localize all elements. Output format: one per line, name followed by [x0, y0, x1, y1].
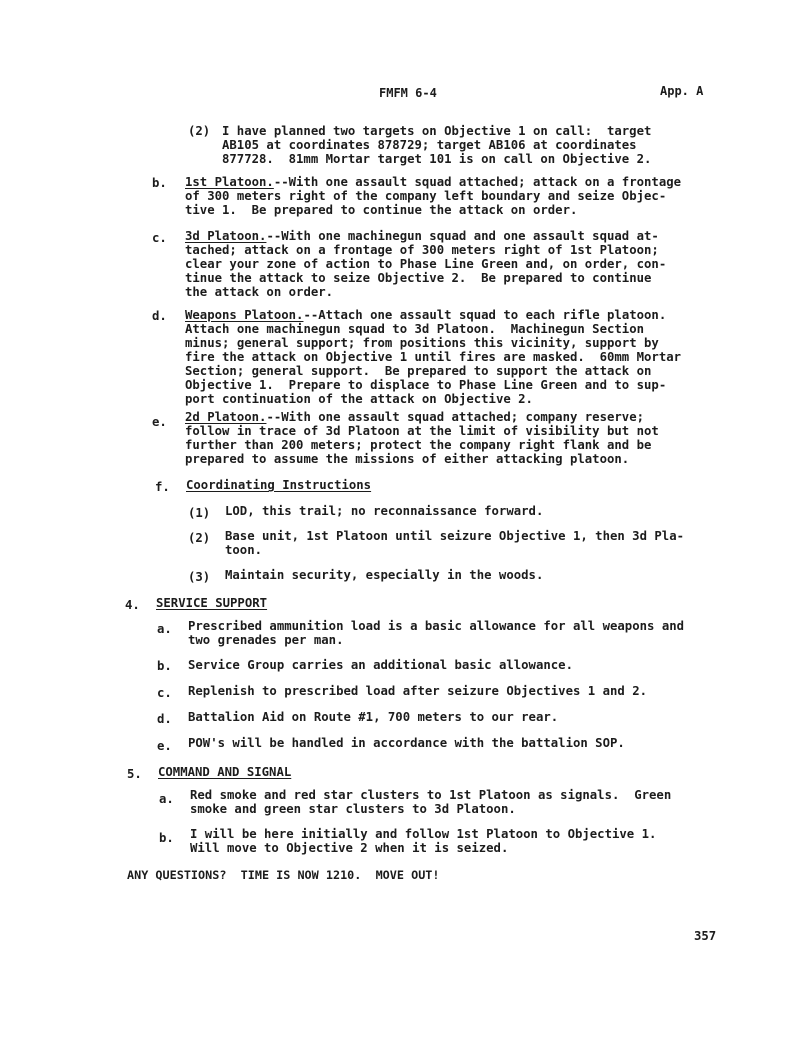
- paragraph-title: Coordinating Instructions: [186, 478, 372, 492]
- text-line: Battalion Aid on Route #1, 700 meters to our rear.: [188, 710, 559, 724]
- paragraph-label: a.: [157, 622, 172, 636]
- paragraph-title: Weapons Platoon.: [185, 308, 304, 322]
- paragraph-label: e.: [152, 415, 167, 429]
- section-title: SERVICE SUPPORT: [156, 596, 268, 610]
- text-line: tached; attack on a frontage of 300 meters right of 1st Platoon;: [185, 243, 659, 257]
- text-line: of 300 meters right of the company left boundary and seize Objec-: [185, 189, 667, 203]
- text-line: I will be here initially and follow 1st Platoon to Objective 1.: [190, 827, 657, 841]
- paragraph-label: b.: [157, 659, 172, 673]
- item-label: (2): [188, 124, 211, 138]
- paragraph-first-line: [185, 308, 666, 322]
- text-run: --Attach one assault squad to each rifle platoon.: [303, 308, 667, 322]
- text-line: follow in trace of 3d Platoon at the limit of visibility but not: [185, 424, 659, 438]
- text-line: Replenish to prescribed load after seizure Objectives 1 and 2.: [188, 684, 648, 698]
- text-line: AB105 at coordinates 878729; target AB106 at coordinates: [222, 138, 637, 152]
- paragraph-label: c.: [157, 686, 172, 700]
- text-line: Attach one machinegun squad to 3d Platoon. Machinegun Section: [185, 322, 645, 336]
- paragraph-title: 2d Platoon.: [185, 410, 267, 424]
- text-run: --With one machinegun squad and one assault squad at-: [266, 229, 659, 243]
- text-run: --With one assault squad attached; attack on a frontage: [273, 175, 682, 189]
- item-label: (2): [188, 531, 211, 545]
- item-label: (1): [188, 506, 211, 520]
- text-line: Will move to Objective 2 when it is seized.: [190, 841, 509, 855]
- paragraph-label: e.: [157, 739, 172, 753]
- appendix-label: App. A: [660, 84, 704, 98]
- text-run: --With one assault squad attached; company reserve;: [266, 410, 645, 424]
- page-number: 357: [694, 929, 717, 943]
- text-line: clear your zone of action to Phase Line Green and, on order, con-: [185, 257, 667, 271]
- text-line: two grenades per man.: [188, 633, 344, 647]
- text-line: Service Group carries an additional basic allowance.: [188, 658, 573, 672]
- text-line: tive 1. Be prepared to continue the attack on order.: [185, 203, 578, 217]
- text-line: Prescribed ammunition load is a basic allowance for all weapons and: [188, 619, 685, 633]
- section-number: 4.: [125, 598, 140, 612]
- text-line: prepared to assume the missions of either attacking platoon.: [185, 452, 630, 466]
- paragraph-label: c.: [152, 231, 167, 245]
- text-line: Section; general support. Be prepared to support the attack on: [185, 364, 652, 378]
- paragraph-first-line: [185, 229, 659, 243]
- text-line: I have planned two targets on Objective 1 on call: target: [222, 124, 652, 138]
- text-line: Objective 1. Prepare to displace to Phase Line Green and to sup-: [185, 378, 667, 392]
- paragraph-label: d.: [157, 712, 172, 726]
- closing-statement: ANY QUESTIONS? TIME IS NOW 1210. MOVE OUT!: [127, 868, 440, 882]
- item-label: (3): [188, 570, 211, 584]
- text-line: toon.: [225, 543, 263, 557]
- section-title: COMMAND AND SIGNAL: [158, 765, 292, 779]
- text-line: LOD, this trail; no reconnaissance forward.: [225, 504, 544, 518]
- text-line: the attack on order.: [185, 285, 334, 299]
- paragraph-label: b.: [152, 176, 167, 190]
- text-line: Maintain security, especially in the woods.: [225, 568, 544, 582]
- text-line: 877728. 81mm Mortar target 101 is on call on Objective 2.: [222, 152, 652, 166]
- paragraph-first-line: [185, 175, 681, 189]
- paragraph-label: d.: [152, 309, 167, 323]
- text-line: further than 200 meters; protect the company right flank and be: [185, 438, 652, 452]
- text-line: Base unit, 1st Platoon until seizure Objective 1, then 3d Pla-: [225, 529, 685, 543]
- paragraph-label: f.: [155, 480, 170, 494]
- text-line: POW's will be handled in accordance with the battalion SOP.: [188, 736, 625, 750]
- document-id: FMFM 6-4: [379, 86, 437, 100]
- text-line: tinue the attack to seize Objective 2. Be prepared to continue: [185, 271, 652, 285]
- text-line: smoke and green star clusters to 3d Platoon.: [190, 802, 516, 816]
- text-line: minus; general support; from positions this vicinity, support by: [185, 336, 659, 350]
- section-number: 5.: [127, 767, 142, 781]
- paragraph-label: a.: [159, 792, 174, 806]
- paragraph-title: 1st Platoon.: [185, 175, 274, 189]
- text-line: Red smoke and red star clusters to 1st Platoon as signals. Green: [190, 788, 672, 802]
- text-line: fire the attack on Objective 1 until fires are masked. 60mm Mortar: [185, 350, 682, 364]
- paragraph-title: 3d Platoon.: [185, 229, 267, 243]
- paragraph-first-line: [185, 410, 644, 424]
- text-line: port continuation of the attack on Objective 2.: [185, 392, 533, 406]
- paragraph-label: b.: [159, 831, 174, 845]
